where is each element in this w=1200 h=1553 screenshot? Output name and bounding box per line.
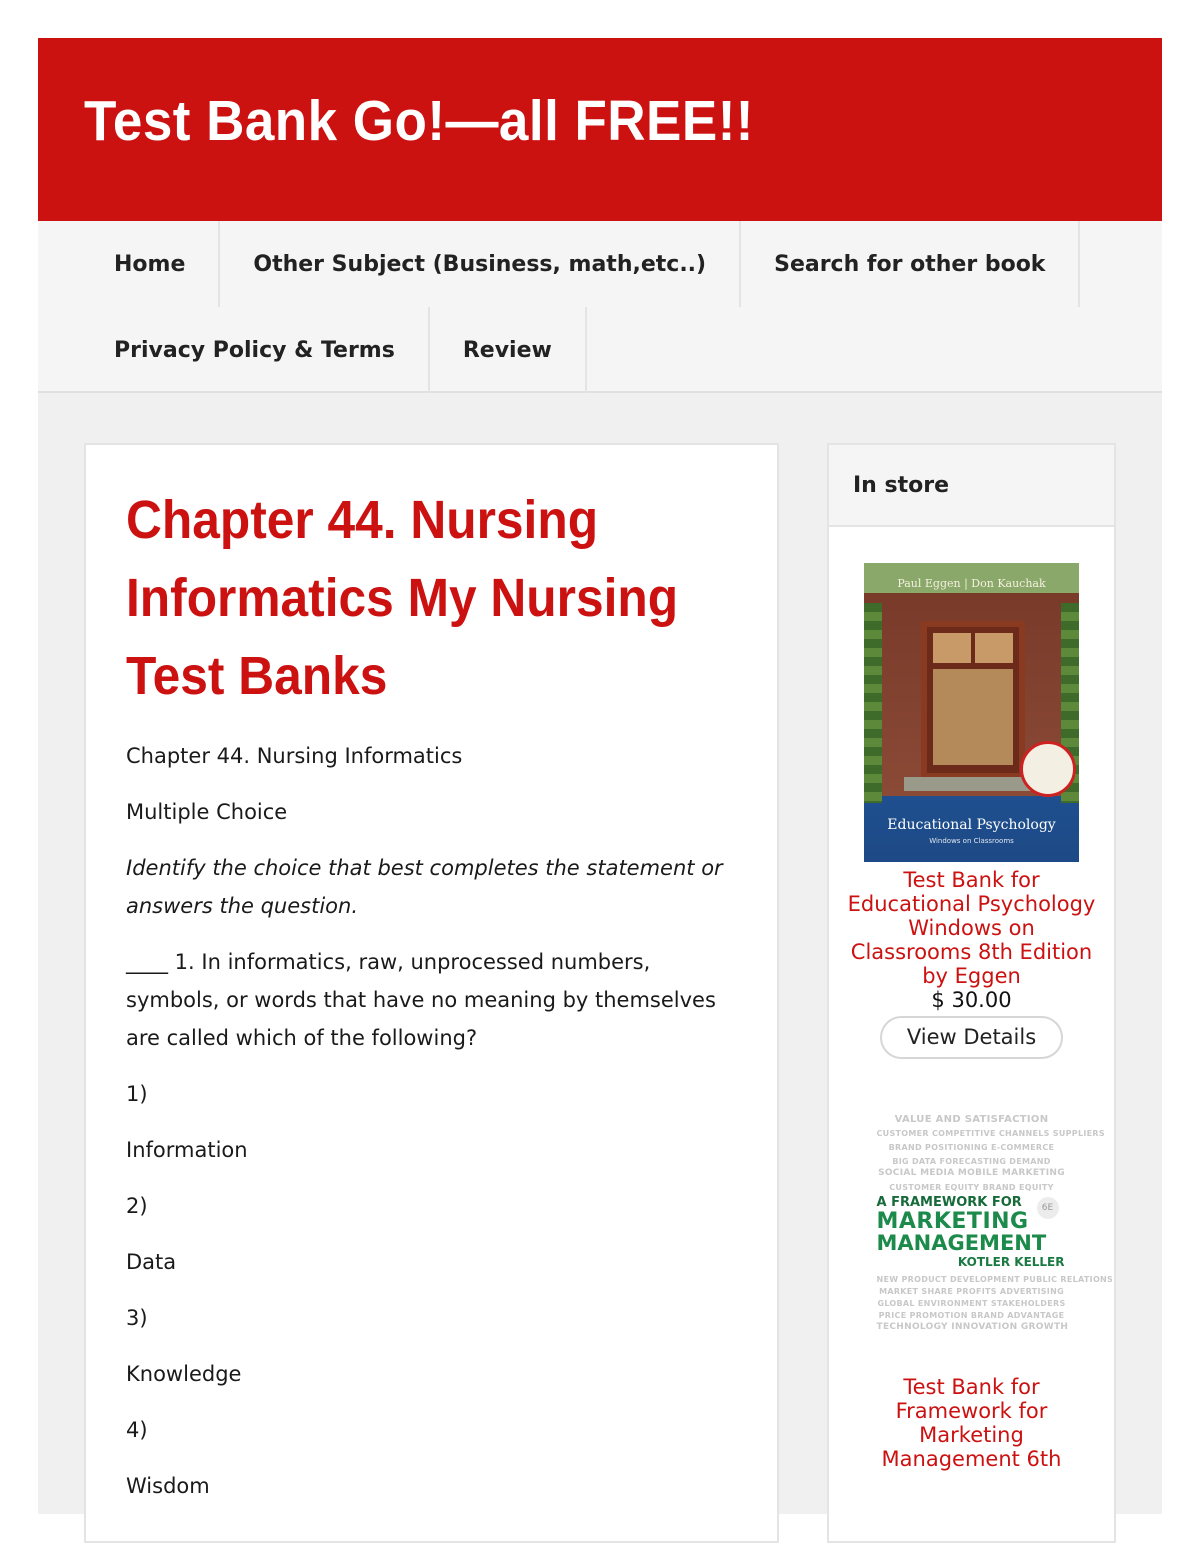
product-price: $ 30.00 bbox=[931, 988, 1012, 1012]
window-pane bbox=[975, 633, 1013, 663]
option-text: Data bbox=[126, 1250, 177, 1274]
cover-authors: Paul Eggen | Don Kauchak bbox=[897, 577, 1046, 590]
cover-authors: KOTLER KELLER bbox=[957, 1255, 1065, 1269]
window-pane bbox=[933, 633, 971, 663]
nav-item-home[interactable]: Home bbox=[38, 221, 220, 307]
product-title-link[interactable]: Test Bank for Educational Psychology Windows on Classrooms 8th Edition by Eggen bbox=[847, 868, 1096, 988]
cover-word-cloud: CUSTOMER EQUITY BRAND EQUITY bbox=[889, 1183, 1054, 1192]
cover-word-cloud: PRICE PROMOTION BRAND ADVANTAGE bbox=[878, 1311, 1065, 1320]
post-instructions: Identify the choice that best completes the statement or answers the question. bbox=[126, 856, 723, 918]
site-title[interactable]: Test Bank Go!—all FREE!! bbox=[84, 88, 754, 153]
option-number: 2) bbox=[126, 1194, 148, 1218]
window-illustration bbox=[921, 621, 1025, 779]
cover-title-line: MARKETING bbox=[876, 1209, 1029, 1234]
option-number: 4) bbox=[126, 1418, 148, 1442]
cover-word-cloud: CUSTOMER COMPETITIVE CHANNELS SUPPLIERS bbox=[876, 1129, 1105, 1138]
cover-title: Educational Psychology bbox=[887, 817, 1056, 833]
nav-row bbox=[38, 221, 1162, 307]
option-text: Wisdom bbox=[126, 1474, 210, 1498]
sidebar-store-widget bbox=[827, 443, 1116, 1543]
post-article bbox=[84, 443, 779, 1543]
post-title: Chapter 44. Nursing Informatics My Nursing Test Banks bbox=[126, 490, 679, 706]
nav-item-review[interactable]: Review bbox=[430, 307, 587, 393]
window-sill bbox=[904, 777, 1040, 791]
option-text: Information bbox=[126, 1138, 248, 1162]
nav-item-privacy-policy[interactable]: Privacy Policy & Terms bbox=[38, 307, 430, 393]
main-nav bbox=[38, 221, 1162, 393]
apple-badge-icon bbox=[1020, 741, 1076, 797]
cover-word-cloud: GLOBAL ENVIRONMENT STAKEHOLDERS bbox=[877, 1299, 1066, 1308]
question-text: ____ 1. In informatics, raw, unprocessed numbers, symbols, or words that have no meaning by themselves are called which of the following? bbox=[126, 950, 716, 1050]
window-pane bbox=[933, 669, 1013, 765]
nav-item-search-book[interactable]: Search for other book bbox=[741, 221, 1080, 307]
nav-item-other-subject[interactable]: Other Subject (Business, math,etc..) bbox=[220, 221, 741, 307]
cover-word-cloud: NEW PRODUCT DEVELOPMENT PUBLIC RELATIONS bbox=[876, 1275, 1114, 1284]
cover-title-line: MANAGEMENT bbox=[876, 1231, 1047, 1255]
post-paragraph: Multiple Choice bbox=[126, 800, 288, 824]
nav-row bbox=[38, 307, 1162, 393]
site-header bbox=[38, 38, 1162, 221]
site bbox=[38, 38, 1162, 1514]
book-cover-image[interactable] bbox=[876, 1111, 1114, 1335]
ivy-decoration bbox=[864, 603, 882, 803]
cover-word-cloud: TECHNOLOGY INNOVATION GROWTH bbox=[876, 1322, 1069, 1332]
cover-word-cloud: MARKET SHARE PROFITS ADVERTISING bbox=[879, 1287, 1064, 1296]
widget-title: In store bbox=[829, 445, 1114, 527]
cover-word-cloud: VALUE AND SATISFACTION bbox=[894, 1114, 1049, 1125]
cover-subtitle: Windows on Classrooms bbox=[929, 837, 1014, 845]
cover-title-line: A FRAMEWORK FOR bbox=[876, 1195, 1022, 1210]
product-title-link[interactable]: Test Bank for Framework for Marketing Management 6th bbox=[881, 1375, 1062, 1471]
product-card bbox=[829, 1059, 1114, 1471]
post-paragraph: Chapter 44. Nursing Informatics bbox=[126, 744, 463, 768]
option-number: 3) bbox=[126, 1306, 148, 1330]
cover-word-cloud: SOCIAL MEDIA MOBILE MARKETING bbox=[878, 1168, 1065, 1178]
product-card bbox=[829, 527, 1114, 1059]
cover-word-cloud: BIG DATA FORECASTING DEMAND bbox=[892, 1157, 1051, 1166]
view-details-button[interactable]: View Details bbox=[880, 1016, 1063, 1059]
cover-word-cloud: BRAND POSITIONING E-COMMERCE bbox=[888, 1143, 1055, 1152]
option-number: 1) bbox=[126, 1082, 148, 1106]
option-text: Knowledge bbox=[126, 1362, 242, 1386]
edition-badge: 6E bbox=[1037, 1197, 1059, 1219]
book-cover-image[interactable] bbox=[864, 563, 1079, 862]
